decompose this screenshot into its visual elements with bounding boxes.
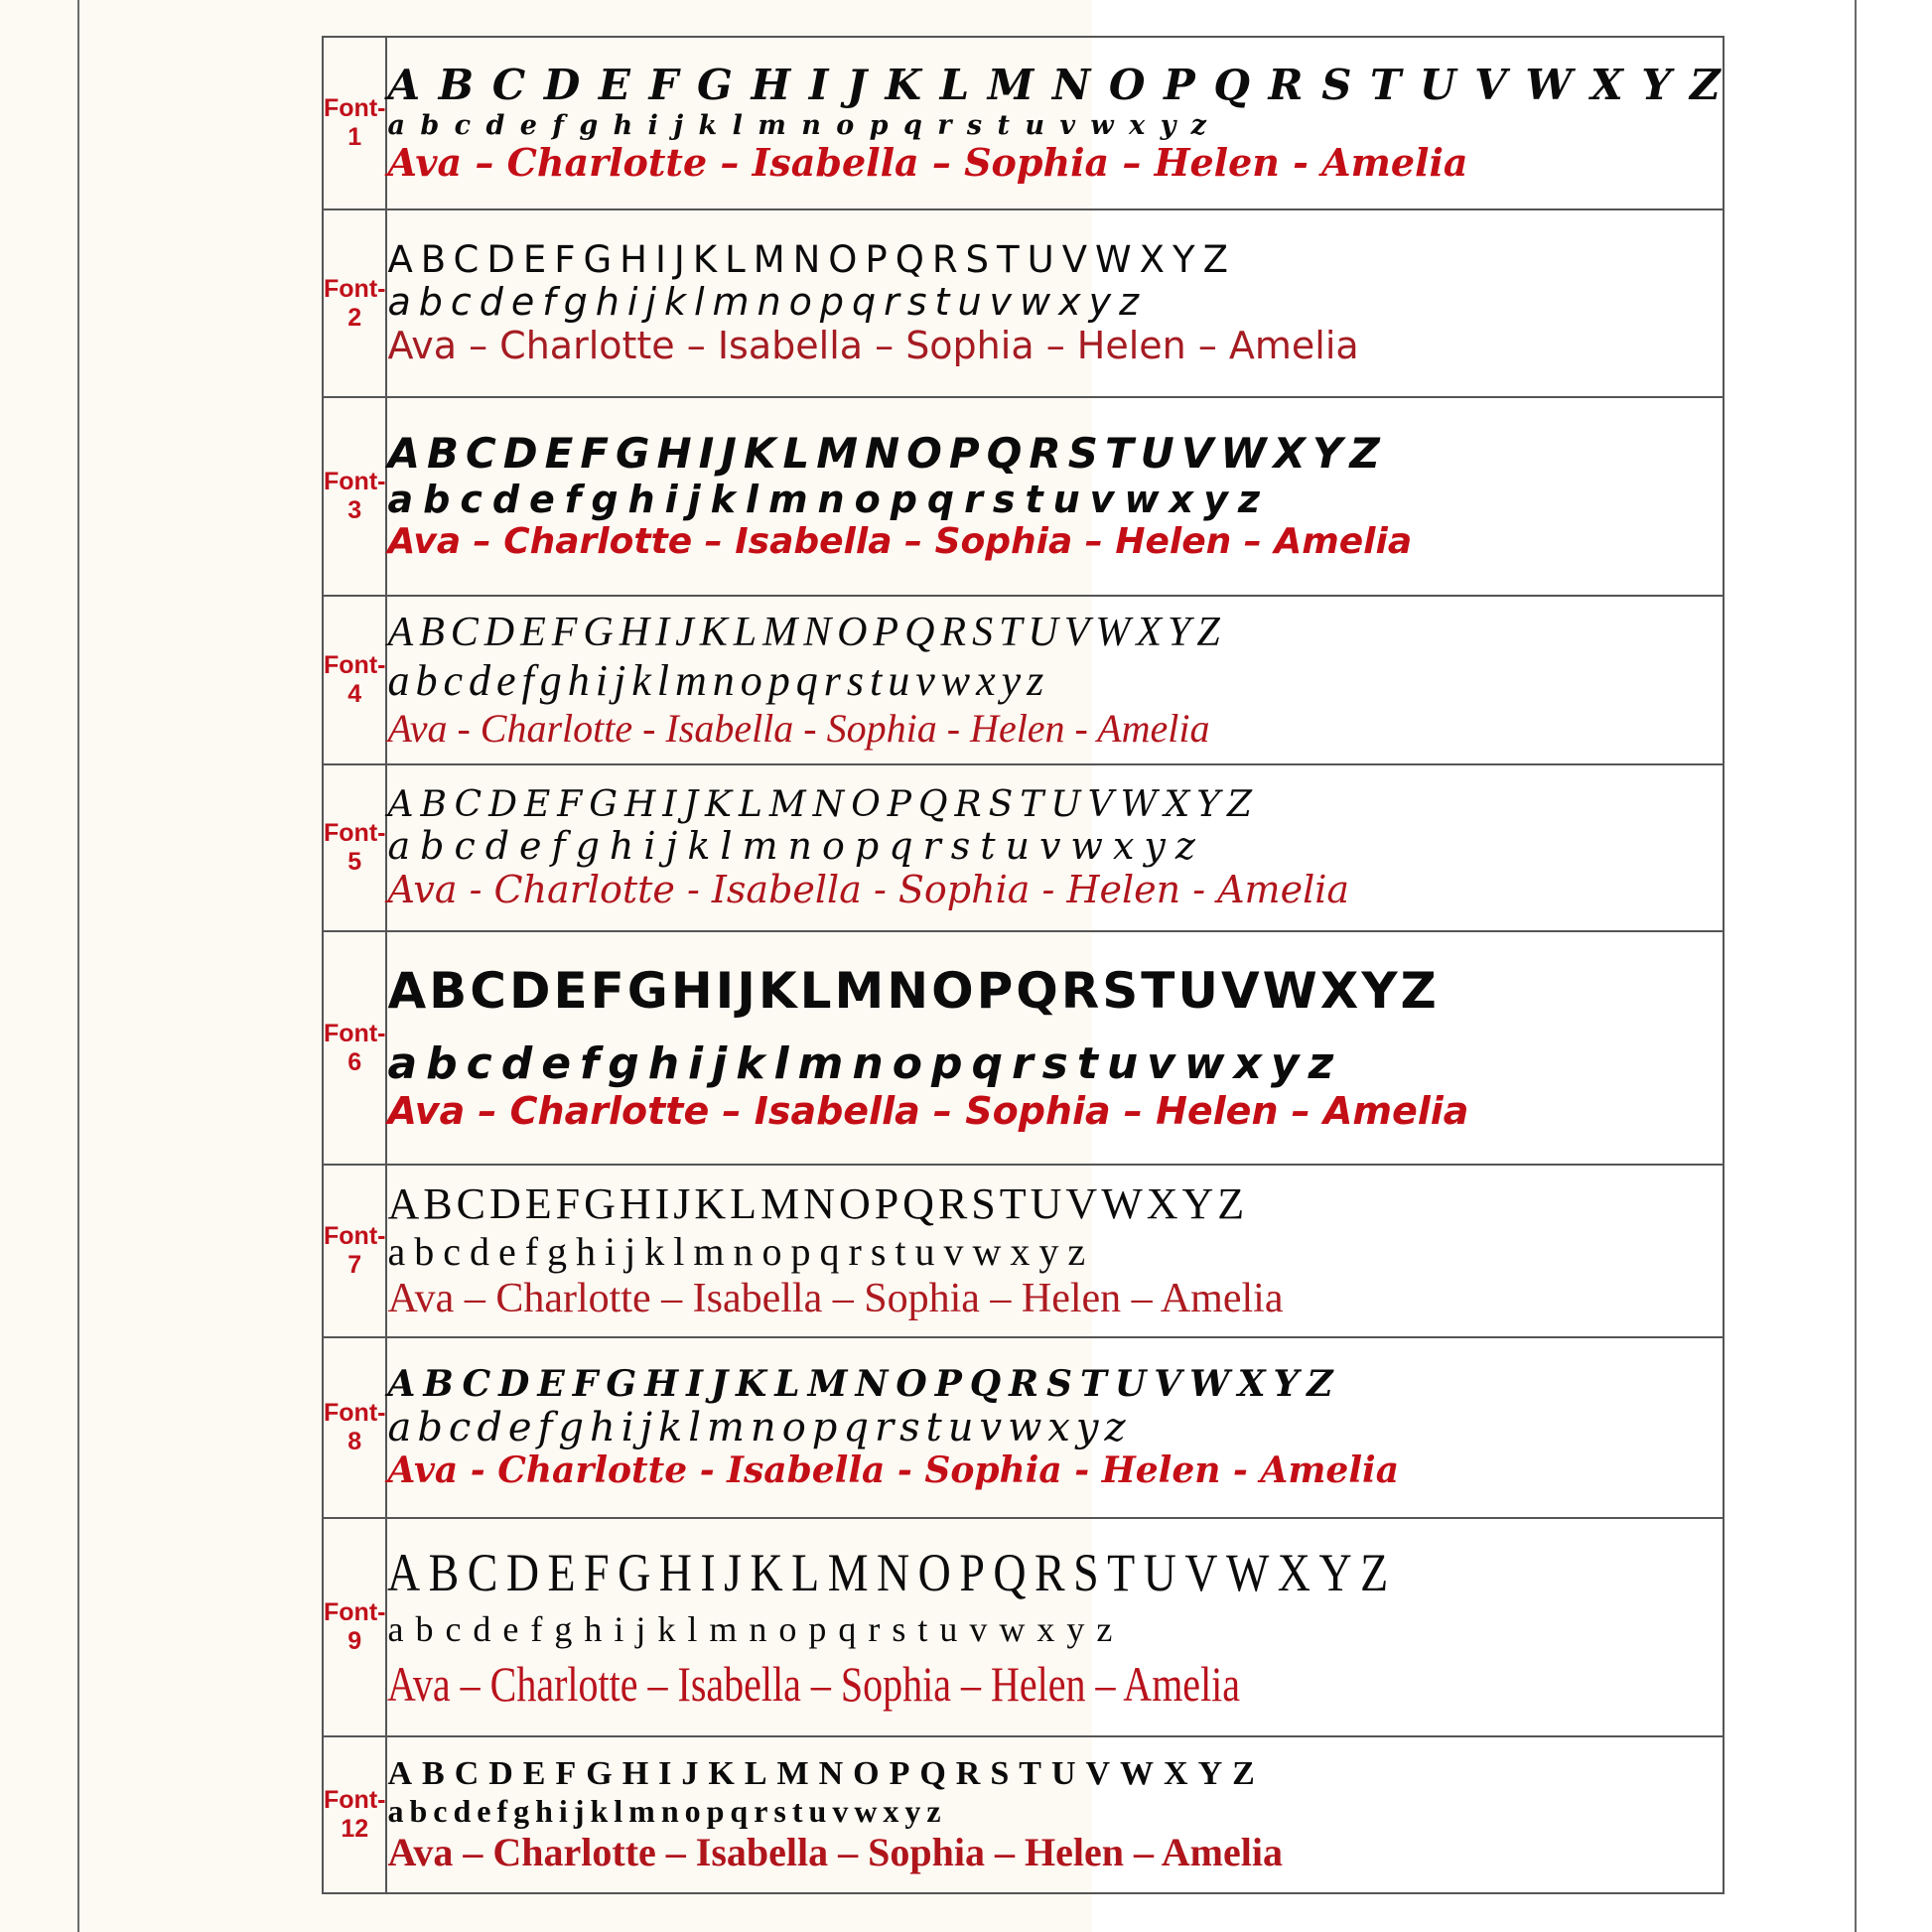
lowercase-alphabet: abcdefghijklmnopqrstuvwxyz — [387, 1405, 1132, 1450]
font-label: Font-1 — [323, 37, 386, 209]
font-label: Font-5 — [323, 764, 386, 931]
font-row-12 — [323, 1736, 1724, 1893]
sample-names: Ava – Charlotte – Isabella – Sophia – Helen – Amelia — [387, 1088, 1469, 1133]
uppercase-alphabet: A B C D E F G H I J K L M N O P Q R S T U V W X Y Z — [387, 61, 1723, 110]
font-label: Font-12 — [323, 1736, 386, 1893]
font-label: Font-4 — [323, 596, 386, 764]
sample-names: Ava - Charlotte - Isabella - Sophia - Helen - Amelia — [387, 706, 1210, 752]
lowercase-alphabet: abcdefghijklmnopqrstuvwxyz — [387, 1229, 1095, 1275]
lowercase-alphabet: abcdefghijklmnopqrstuvwxyz — [387, 1038, 1343, 1090]
uppercase-alphabet: ABCDEFGHIJKLMNOPQRSTUVWXYZ — [387, 237, 1236, 281]
sample-names: Ava - Charlotte - Isabella - Sophia - Helen - Amelia — [387, 867, 1350, 911]
font-sample — [386, 1337, 1723, 1518]
font-row-2 — [323, 209, 1724, 397]
font-row-3 — [323, 397, 1724, 596]
font-row-4 — [323, 596, 1724, 764]
font-row-7 — [323, 1165, 1724, 1337]
font-label: Font-7 — [323, 1165, 386, 1337]
uppercase-alphabet: ABCDEFGHIJKLMNOPQRSTUVWXYZ — [387, 1362, 1341, 1405]
uppercase-alphabet: ABCDEFGHIJKLMNOPQRSTUVWXYZ — [387, 429, 1387, 479]
sample-names: Ava - Charlotte - Isabella - Sophia - Helen - Amelia — [387, 1449, 1400, 1491]
uppercase-alphabet: ABCDEFGHIJKLMNOPQRSTUVWXYZ — [387, 1542, 1398, 1602]
font-sample — [386, 1165, 1723, 1337]
uppercase-alphabet: ABCDEFGHIJKLMNOPQRSTUVWXYZ — [387, 783, 1259, 825]
sample-names: Ava – Charlotte – Isabella – Sophia – Helen – Amelia — [387, 1829, 1283, 1874]
font-sample — [386, 931, 1723, 1165]
lowercase-alphabet: abcdefghijklmnopqrstuvwxyz — [387, 655, 1050, 705]
font-label: Font-9 — [323, 1518, 386, 1736]
font-sample — [386, 596, 1723, 764]
font-row-9 — [323, 1518, 1724, 1736]
font-sample — [386, 764, 1723, 931]
font-sample — [386, 397, 1723, 596]
font-samples-table — [322, 36, 1725, 1894]
sample-names: Ava – Charlotte – Isabella – Sophia – Helen – Amelia — [387, 1276, 1284, 1322]
lowercase-alphabet: abcdefghijklmnopqrstuvwxyz — [387, 824, 1205, 868]
lowercase-alphabet: abcdefghijklmnopqrstuvwxyz — [387, 1793, 947, 1830]
sample-names: Ava – Charlotte – Isabella – Sophia – Helen – Amelia — [387, 521, 1413, 563]
font-sample — [386, 1518, 1723, 1736]
font-row-8 — [323, 1337, 1724, 1518]
sample-names: Ava – Charlotte – Isabella – Sophia – Helen – Amelia — [387, 1655, 1241, 1712]
font-label: Font-2 — [323, 209, 386, 397]
uppercase-alphabet: ABCDEFGHIJKLMNOPQRSTUVWXYZ — [387, 1755, 1265, 1793]
page-margin-line-left — [77, 0, 79, 1932]
lowercase-alphabet: abcdefghijklmnopqrstuvwxyz — [387, 1608, 1125, 1649]
font-sample — [386, 37, 1723, 209]
font-label: Font-6 — [323, 931, 386, 1165]
font-sample — [386, 209, 1723, 397]
uppercase-alphabet: ABCDEFGHIJKLMNOPQRSTUVWXYZ — [387, 1178, 1249, 1228]
font-row-1 — [323, 37, 1724, 209]
font-sample — [386, 1736, 1723, 1893]
sample-names: Ava – Charlotte – Isabella – Sophia – Helen – Amelia — [387, 323, 1359, 367]
font-row-5 — [323, 764, 1724, 931]
lowercase-alphabet: abcdefghijklmnopqrstuvwxyz — [387, 280, 1148, 325]
uppercase-alphabet: ABCDEFGHIJKLMNOPQRSTUVWXYZ — [387, 609, 1226, 655]
lowercase-alphabet: abcdefghijklmnopqrstuvwxyz — [387, 477, 1270, 521]
font-label: Font-8 — [323, 1337, 386, 1518]
lowercase-alphabet: a b c d e f g h i j k l m n o p q r s t u v w x y z — [387, 109, 1209, 141]
font-row-6 — [323, 931, 1724, 1165]
uppercase-alphabet: ABCDEFGHIJKLMNOPQRSTUVWXYZ — [387, 961, 1440, 1020]
page-margin-line-right — [1855, 0, 1857, 1932]
font-label: Font-3 — [323, 397, 386, 596]
sample-names: Ava – Charlotte – Isabella – Sophia – Helen - Amelia — [387, 139, 1468, 185]
